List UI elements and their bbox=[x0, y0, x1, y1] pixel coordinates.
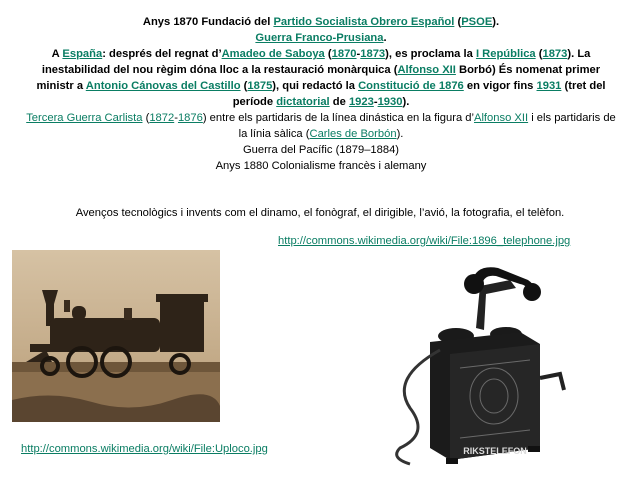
link-carles[interactable]: Carles de Borbón bbox=[309, 128, 397, 140]
text: i els partidaris de la línia sàlica ( bbox=[238, 112, 616, 140]
text: - bbox=[174, 112, 178, 124]
link-1875[interactable]: 1875 bbox=[247, 80, 273, 92]
text: ), es proclama la bbox=[385, 48, 476, 60]
link-1873[interactable]: 1873 bbox=[360, 48, 386, 60]
paragraph-restoration bbox=[22, 46, 620, 110]
text: ). La inestabilidad del nou règim dóna lloc a la restauració monàrquica ( bbox=[41, 48, 591, 76]
link-republica[interactable]: I República bbox=[475, 48, 536, 60]
text: ( bbox=[454, 16, 462, 28]
text: ( bbox=[240, 80, 248, 92]
text: Anys 1870 Fundació del bbox=[142, 16, 274, 28]
text: : després del regnat d’ bbox=[102, 48, 222, 60]
text: . bbox=[383, 32, 387, 44]
link-1872[interactable]: 1872 bbox=[149, 112, 175, 124]
link-1870[interactable]: 1870 bbox=[331, 48, 357, 60]
link-espana[interactable]: España bbox=[62, 48, 103, 60]
paragraph-carlist-war bbox=[22, 110, 620, 142]
link-psoe-full[interactable]: Partido Socialista Obrero Español bbox=[273, 16, 455, 28]
text: ). bbox=[492, 16, 500, 28]
link-carlist-war[interactable]: Tercera Guerra Carlista bbox=[26, 112, 143, 124]
locomotive-source-link[interactable]: http://commons.wikimedia.org/wiki/File:Uploco.jpg bbox=[21, 443, 268, 455]
link-1876[interactable]: 1876 bbox=[177, 112, 203, 124]
text: ) entre els partidaris de la línea dinástica en la figura d’ bbox=[202, 112, 474, 124]
text: A bbox=[51, 48, 63, 60]
link-alfonso-xii-2[interactable]: Alfonso XII bbox=[473, 112, 529, 124]
link-canovas[interactable]: Antonio Cánovas del Castillo bbox=[85, 80, 241, 92]
text: Borbó) És nomenat primer ministr a bbox=[36, 64, 601, 92]
text-block bbox=[22, 14, 620, 174]
phone-brand-label: RIKSTELEFON bbox=[463, 446, 527, 456]
telephone-source-link[interactable]: http://commons.wikimedia.org/wiki/File:1896_telephone.jpg bbox=[278, 235, 571, 247]
line-1870 bbox=[22, 14, 620, 30]
text: ( bbox=[535, 48, 543, 60]
line-war bbox=[22, 30, 620, 46]
link-franco-prussian-war[interactable]: Guerra Franco-Prusiana bbox=[255, 32, 384, 44]
link-1873-b[interactable]: 1873 bbox=[542, 48, 568, 60]
text: - bbox=[356, 48, 361, 60]
link-amadeo[interactable]: Amadeo de Saboya bbox=[221, 48, 325, 60]
text: en vigor fins bbox=[463, 80, 537, 92]
text: ), qui redactó la bbox=[272, 80, 359, 92]
text: ( bbox=[324, 48, 332, 60]
text: (tret del període bbox=[232, 80, 606, 108]
text: ). bbox=[396, 128, 404, 140]
link-1923[interactable]: 1923 bbox=[348, 96, 374, 108]
telephone-photo bbox=[380, 258, 578, 468]
link-constitucio[interactable]: Constitució de 1876 bbox=[358, 80, 464, 92]
text: ( bbox=[142, 112, 150, 124]
link-1930[interactable]: 1930 bbox=[377, 96, 403, 108]
text: ). bbox=[402, 96, 410, 108]
advances-text: Avenços tecnològics i invents com el dinamo, el fonògraf, el dirigible, l’avió, la fotografia, el telèfon. bbox=[75, 207, 565, 219]
link-dictatorial[interactable]: dictatorial bbox=[276, 96, 330, 108]
locomotive-photo bbox=[12, 250, 220, 422]
link-1931[interactable]: 1931 bbox=[536, 80, 562, 92]
text: - bbox=[373, 96, 378, 108]
line-pacific-war: Guerra del Pacífic (1879–1884) bbox=[242, 144, 400, 156]
link-psoe[interactable]: PSOE bbox=[461, 16, 493, 28]
text: de bbox=[329, 96, 349, 108]
link-alfonso-xii[interactable]: Alfonso XII bbox=[397, 64, 456, 76]
line-colonialism: Anys 1880 Colonialisme francès i alemany bbox=[215, 160, 427, 172]
